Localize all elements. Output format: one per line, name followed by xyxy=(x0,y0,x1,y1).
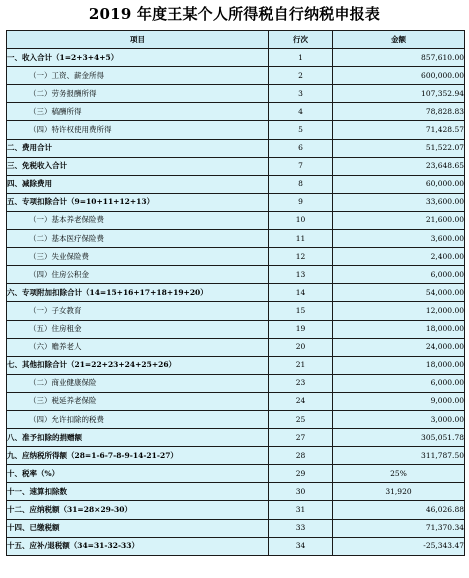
table-row xyxy=(7,483,465,501)
table-row xyxy=(7,211,465,229)
table-header-row xyxy=(7,31,465,49)
row-amount: 25% xyxy=(333,465,465,483)
row-number: 33 xyxy=(269,519,333,537)
table-row xyxy=(7,320,465,338)
row-amount: 107,352.94 xyxy=(333,85,465,103)
row-item-label: （三）失业保险费 xyxy=(7,248,269,266)
row-amount: 12,000.00 xyxy=(333,302,465,320)
row-amount: 54,000.00 xyxy=(333,284,465,302)
table-row xyxy=(7,374,465,392)
table-row xyxy=(7,302,465,320)
row-item-label: （一）子女教育 xyxy=(7,302,269,320)
row-number: 12 xyxy=(269,248,333,266)
row-number: 25 xyxy=(269,410,333,428)
row-number: 28 xyxy=(269,447,333,465)
table-row xyxy=(7,284,465,302)
row-number: 34 xyxy=(269,537,333,555)
table-row xyxy=(7,356,465,374)
row-amount: 311,787.50 xyxy=(333,447,465,465)
row-item-label: 八、准予扣除的捐赠额 xyxy=(7,429,269,447)
row-number: 2 xyxy=(269,67,333,85)
row-number: 6 xyxy=(269,139,333,157)
table-row xyxy=(7,410,465,428)
row-item-label: （一）工资、薪金所得 xyxy=(7,67,269,85)
table-row xyxy=(7,103,465,121)
row-amount: 71,370.34 xyxy=(333,519,465,537)
row-item-label: 七、其他扣除合计（21=22+23+24+25+26） xyxy=(7,356,269,374)
row-number: 31 xyxy=(269,501,333,519)
table-row xyxy=(7,248,465,266)
table-row xyxy=(7,157,465,175)
row-number: 10 xyxy=(269,211,333,229)
table-row xyxy=(7,429,465,447)
row-item-label: 六、专项附加扣除合计（14=15+16+17+18+19+20） xyxy=(7,284,269,302)
row-number: 3 xyxy=(269,85,333,103)
row-amount: 3,000.00 xyxy=(333,410,465,428)
table-row xyxy=(7,392,465,410)
report-title: 2019 年度王某个人所得税自行纳税申报表 xyxy=(88,5,381,23)
column-header-item: 项目 xyxy=(7,31,269,49)
table-row xyxy=(7,139,465,157)
row-number: 4 xyxy=(269,103,333,121)
row-item-label: （三）稿酬所得 xyxy=(7,103,269,121)
row-item-label: 四、减除费用 xyxy=(7,175,269,193)
row-item-label: （二）商业健康保险 xyxy=(7,374,269,392)
table-row xyxy=(7,501,465,519)
row-item-label: （二）劳务报酬所得 xyxy=(7,85,269,103)
column-header-amount: 金额 xyxy=(333,31,465,49)
table-row xyxy=(7,67,465,85)
row-amount: 2,400.00 xyxy=(333,248,465,266)
row-amount: 18,000.00 xyxy=(333,356,465,374)
table-row xyxy=(7,465,465,483)
row-number: 8 xyxy=(269,175,333,193)
row-amount: 46,026.88 xyxy=(333,501,465,519)
row-number: 19 xyxy=(269,320,333,338)
row-number: 9 xyxy=(269,193,333,211)
row-amount: 78,828.83 xyxy=(333,103,465,121)
row-item-label: 九、应纳税所得额（28=1-6-7-8-9-14-21-27） xyxy=(7,447,269,465)
row-amount: 31,920 xyxy=(333,483,465,501)
row-amount: 6,000.00 xyxy=(333,266,465,284)
row-item-label: （五）住房租金 xyxy=(7,320,269,338)
row-number: 5 xyxy=(269,121,333,139)
row-amount: 71,428.57 xyxy=(333,121,465,139)
row-number: 20 xyxy=(269,338,333,356)
row-amount: 60,000.00 xyxy=(333,175,465,193)
row-number: 7 xyxy=(269,157,333,175)
row-item-label: （二）基本医疗保险费 xyxy=(7,230,269,248)
row-number: 11 xyxy=(269,230,333,248)
row-item-label: 二、费用合计 xyxy=(7,139,269,157)
row-item-label: 十二、应纳税额（31=28×29-30） xyxy=(7,501,269,519)
table-row xyxy=(7,266,465,284)
row-number: 24 xyxy=(269,392,333,410)
row-number: 21 xyxy=(269,356,333,374)
table-row xyxy=(7,175,465,193)
table-row xyxy=(7,447,465,465)
row-number: 13 xyxy=(269,266,333,284)
row-item-label: 三、免税收入合计 xyxy=(7,157,269,175)
row-number: 23 xyxy=(269,374,333,392)
row-amount: 600,000.00 xyxy=(333,67,465,85)
row-amount: 305,051.78 xyxy=(333,429,465,447)
row-item-label: 十一、速算扣除数 xyxy=(7,483,269,501)
table-row xyxy=(7,193,465,211)
table-row xyxy=(7,519,465,537)
row-item-label: （一）基本养老保险费 xyxy=(7,211,269,229)
row-number: 14 xyxy=(269,284,333,302)
row-item-label: 五、专项扣除合计（9=10+11+12+13） xyxy=(7,193,269,211)
table-row xyxy=(7,121,465,139)
table-row xyxy=(7,338,465,356)
tax-return-table xyxy=(6,30,465,556)
table-row xyxy=(7,49,465,67)
row-amount: 9,000.00 xyxy=(333,392,465,410)
row-amount: 857,610.00 xyxy=(333,49,465,67)
row-number: 15 xyxy=(269,302,333,320)
row-item-label: （三）税延养老保险 xyxy=(7,392,269,410)
table-row xyxy=(7,85,465,103)
row-amount: 3,600.00 xyxy=(333,230,465,248)
row-amount: 21,600.00 xyxy=(333,211,465,229)
column-header-row: 行次 xyxy=(269,31,333,49)
table-row xyxy=(7,537,465,555)
row-amount: 24,000.00 xyxy=(333,338,465,356)
row-item-label: 十四、已缴税额 xyxy=(7,519,269,537)
row-amount: 33,600.00 xyxy=(333,193,465,211)
row-number: 29 xyxy=(269,465,333,483)
row-item-label: 一、收入合计（1=2+3+4+5） xyxy=(7,49,269,67)
table-row xyxy=(7,230,465,248)
row-number: 30 xyxy=(269,483,333,501)
row-item-label: （四）特许权使用费所得 xyxy=(7,121,269,139)
row-amount: -25,343.47 xyxy=(333,537,465,555)
row-amount: 18,000.00 xyxy=(333,320,465,338)
row-amount: 51,522.07 xyxy=(333,139,465,157)
row-number: 1 xyxy=(269,49,333,67)
row-item-label: （四）允许扣除的税费 xyxy=(7,410,269,428)
row-amount: 23,648.65 xyxy=(333,157,465,175)
row-number: 27 xyxy=(269,429,333,447)
row-amount: 6,000.00 xyxy=(333,374,465,392)
row-item-label: （六）赡养老人 xyxy=(7,338,269,356)
row-item-label: 十五、应补/退税额（34=31-32-33） xyxy=(7,537,269,555)
row-item-label: （四）住房公积金 xyxy=(7,266,269,284)
row-item-label: 十、税率（%） xyxy=(7,465,269,483)
